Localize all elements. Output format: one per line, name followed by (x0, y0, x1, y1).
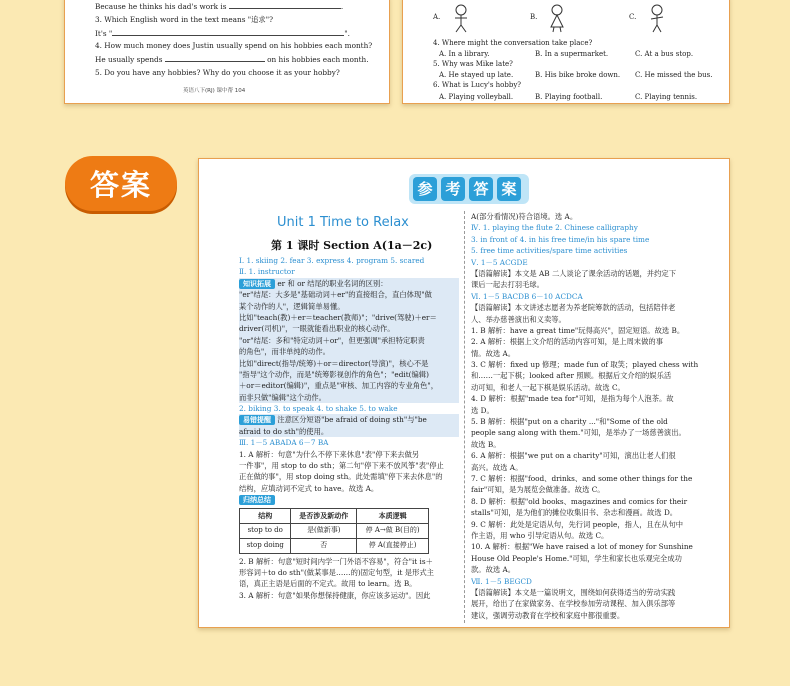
table-header: 结构 (240, 508, 291, 523)
answer-line: Ⅳ. 1. playing the flute 2. Chinese calligraphy (471, 223, 638, 233)
answer-line: 和……一起下棋；looked after 照顾。根据后文介绍的娱乐活 (471, 371, 672, 381)
option-a: A. He stayed up late. (439, 71, 514, 79)
answer-line: 人、举办慈善演出和义卖等。 (471, 314, 566, 324)
answer-line: 课后一起去打羽毛球。 (471, 280, 544, 290)
option-label: A. (433, 13, 441, 21)
column-divider (464, 211, 465, 623)
answer-line: 2. B 解析：句意"短时间内学一门外语不容易"，符合"it is＋ (239, 556, 433, 566)
answer-line: Ⅴ. 1－5 ACGDE (471, 257, 528, 267)
answer-badge: 答案 (65, 156, 177, 211)
answer-line: 比如"teach(教)＋er＝teacher(教师)"；"drive(驾驶)＋er＝ (239, 312, 459, 323)
answer-line: 故选 B。 (471, 439, 501, 449)
answer-line: 款。故选 A。 (471, 565, 516, 575)
answer-line: 的角色"，而非单纯的动作。 (239, 346, 459, 357)
question-line: 5. Do you have any hobbies? Why do you choose it as your hobby? (95, 68, 340, 77)
table-row (240, 538, 429, 553)
answer-line: 某个动作的人"，逻辑简单易懂。 (239, 301, 459, 312)
answer-line: 易错提醒 注意区分短语"be afraid of doing sth"与"be (239, 414, 459, 425)
answer-key-page (198, 158, 730, 628)
answer-line: "or"结尾：多和"特定动词＋or"，但更强调"承担特定职责 (239, 335, 459, 346)
answer-line: 3. C 解析：fixed up 修理；made fun of 取笑；played chess with (471, 360, 699, 370)
answer-line: afraid to do sth"的使用。 (239, 426, 459, 437)
answer-line: 1. A 解析：句意"为什么不停下来休息"表"停下来去做另 (239, 449, 420, 459)
page-footer: 英语八下(RJ) 课中帮 104 (183, 88, 246, 94)
answer-line: Ⅵ. 1－5 BACDB 6－10 ACDCA (471, 291, 583, 301)
boy-figure-icon (447, 3, 475, 33)
table-header: 是否涉及新动作 (291, 508, 357, 523)
title-char: 答 (469, 177, 493, 201)
lesson-heading: 第 1 课时 Section A(1a－2c) (271, 239, 433, 252)
answer-line: House Old People's Home."可知，学生和家长也乐观完全成功 (471, 553, 682, 563)
table-cell: 停 A(直接停止) (357, 538, 429, 553)
answer-line: 形容词＋to do sth"(做某事是……的)固定句型，it 是形式主 (239, 567, 434, 577)
answer-line: 语，真正主语是后面的不定式。故用 to learn。选 B。 (239, 579, 417, 589)
question-line: 4. How much money does Justin usually spend on his hobbies each month? (95, 41, 373, 50)
table-row (240, 523, 429, 538)
answer-line: stalls"可知，是为他们的摊位收集旧书、杂志和漫画。故选 D。 (471, 508, 678, 518)
summary-table (239, 508, 429, 554)
answer-line: 7. C 解析：根据"food、drinks、and some other things for the (471, 473, 693, 483)
answer-line: 结构，应填动词不定式 to have。故选 A。 (239, 483, 379, 493)
option-b: B. His bike broke down. (535, 71, 621, 79)
section-tag: 知识拓展 (239, 279, 275, 289)
answer-line: 一件事"，用 stop to do sth；第二句"停下来不放风筝"表"停止 (239, 461, 444, 471)
question-line: 5. Why was Mike late? (433, 60, 513, 68)
option-b: B. In a supermarket. (535, 50, 609, 58)
answer-line: "指导"这个动作，而是"统筹影视创作的角色"；"edit(编辑) (239, 369, 459, 380)
answer-line: A(部分看情况)符合语境。选 A。 (471, 212, 578, 221)
answer-line: 动可知，和老人一起下棋是娱乐活动。故选 C。 (471, 382, 625, 392)
answer-line: 知识拓展 er 和 or 结尾的职业名词的区别： (239, 278, 459, 289)
worksheet-page-right (402, 0, 730, 104)
answer-line: fair"可知，是为展览会做准备。故选 C。 (471, 485, 605, 495)
answer-line: 比如"direct(指导/统筹)＋or＝director(导演)"，核心不是 (239, 358, 459, 369)
answer-line: 10. A 解析：根据"We have raised a lot of money for Sunshine (471, 542, 693, 552)
option-a: A. Playing volleyball. (439, 93, 514, 101)
answer-line: 3. in front of 4. in his free time/in his spare time (471, 234, 650, 244)
answer-line: Ⅰ. 1. skiing 2. fear 3. express 4. program 5. scared (239, 256, 425, 265)
table-cell: 是(做新事) (291, 523, 357, 538)
answer-line: 高兴。故选 A。 (471, 462, 523, 472)
answer-line (239, 494, 459, 505)
option-c: C. At a bus stop. (635, 50, 694, 58)
question-line: 4. Where might the conversation take place? (433, 39, 593, 47)
worksheet-page-left (64, 0, 390, 104)
answer-line: It's " ". (95, 29, 350, 38)
answer-line: Ⅲ. 1－5 ABADA 6－7 BA (239, 438, 329, 448)
answer-line: He usually spends on his hobbies each month. (95, 55, 369, 64)
title-char: 案 (497, 177, 521, 201)
option-c: C. Playing tennis. (635, 93, 698, 101)
answer-line: 展开，给出了在家做家务、在学校参加劳动课程、加入俱乐部等 (471, 599, 676, 609)
answer-line: ＋or＝editor(编辑)"，重点是"审核、加工内容的专业角色"， (239, 380, 459, 391)
table-cell: stop doing (240, 538, 291, 553)
table-header: 本质逻辑 (357, 508, 429, 523)
table-cell: stop to do (240, 523, 291, 538)
answer-line: Ⅱ. 1. instructor (239, 267, 295, 277)
answer-line: 情。故选 A。 (471, 348, 516, 358)
answer-line: 选 D。 (471, 405, 494, 415)
child-figure-icon (643, 3, 671, 33)
girl-figure-icon (543, 3, 571, 33)
answer-line: 建议，强调劳动教育在学校和家庭中都很重要。 (471, 610, 625, 620)
answer-line: 6. A 解析：根据"we put on a charity"可知，演出让老人们很 (471, 451, 676, 461)
table-cell: 停 A→做 B(目的) (357, 523, 429, 538)
question-line: 6. What is Lucy's hobby? (433, 81, 522, 89)
option-b: B. Playing football. (535, 93, 603, 101)
section-tag: 归纳总结 (239, 495, 275, 505)
answer-line: 【语篇解读】本文讲述志愿者为养老院筹款的活动，包括陪伴老 (471, 303, 676, 313)
answer-line: driver(司机)"，一眼就能看出职业的核心动作。 (239, 323, 459, 334)
option-c: C. He missed the bus. (635, 71, 713, 79)
title-char: 考 (441, 177, 465, 201)
answer-line: 3. A 解析：句意"如果你想保持健康，你应该多运动"。因此 (239, 590, 431, 600)
title-char: 参 (413, 177, 437, 201)
section-tag: 易错提醒 (239, 415, 275, 425)
answer-line: 1. B 解析：have a great time"玩得高兴"，固定短语。故选 B。 (471, 325, 685, 335)
answer-line: 【语篇解读】本文是一篇说明文，围绕如何获得适当的劳动实践 (471, 587, 676, 597)
answer-line: 【语篇解读】本文是 AB 二人谈论了课余活动的话题，并约定下 (471, 268, 676, 278)
answer-line: 正在做的事"，用 stop doing sth。此处需填"停下来去休息"的 (239, 472, 443, 482)
answer-line: people sang along with them."可知，是举办了一场慈善演出。 (471, 428, 686, 438)
answer-line: 9. C 解析：此处是定语从句，先行词 people，指人，且在从句中 (471, 519, 684, 529)
left-column (239, 255, 459, 601)
answer-line: 8. D 解析：根据"old books、magazines and comics for their (471, 496, 688, 506)
table-cell: 否 (291, 538, 357, 553)
answer-line: 作主语，用 who 引导定语从句。故选 C。 (471, 530, 609, 540)
answer-line: 4. D 解析：根据"made tea for"可知，是指为每个人泡茶。故 (471, 394, 674, 404)
option-label: B. (530, 13, 538, 21)
answer-line: 2. A 解析：根据上文介绍的活动内容可知，是上周末做的事 (471, 337, 663, 347)
right-column (471, 211, 726, 621)
answer-line: Ⅶ. 1－5 BEGCD (471, 576, 532, 586)
question-line: Because he thinks his dad's work is . (95, 2, 344, 11)
answer-line: 2. biking 3. to speak 4. to shake 5. to wake (239, 404, 398, 414)
answer-line: 5. free time activities/spare time activities (471, 246, 628, 256)
option-label: C. (629, 13, 637, 21)
answer-line: "er"结尾：大多是"基础动词＋er"的直接组合，直白体现"做 (239, 289, 459, 300)
answer-line: 5. B 解析：根据"put on a charity ..."和"Some of the old (471, 417, 668, 427)
question-line: 3. Which English word in the text means "追求"? (95, 15, 273, 24)
option-a: A. In a library. (439, 50, 490, 58)
unit-title: Unit 1 Time to Relax (277, 215, 409, 230)
answer-line: 而非只做"编辑"这个动作。 (239, 392, 459, 403)
